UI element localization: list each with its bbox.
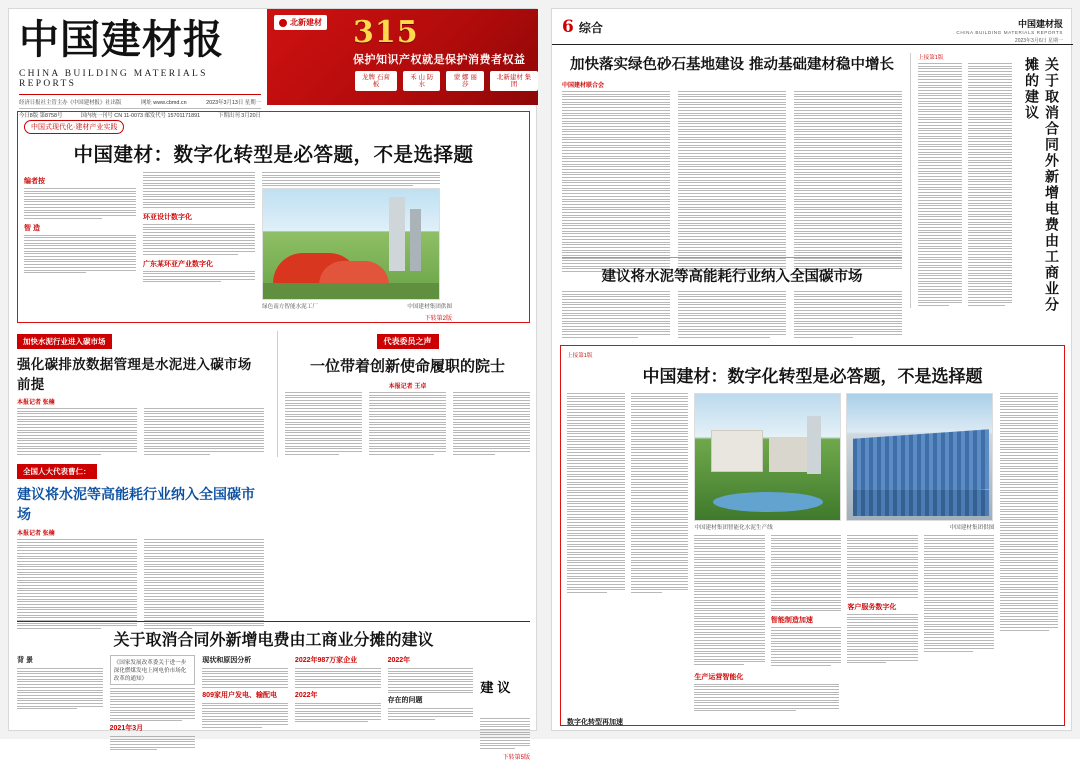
feature-photo-caption — [694, 523, 994, 531]
mid-left-story — [17, 331, 265, 631]
lead-column-3 — [262, 172, 452, 322]
feature-photo-left — [694, 393, 841, 521]
bottom-columns — [17, 655, 530, 761]
lead-subheading-2: 环亚设计数字化 — [143, 213, 192, 221]
caption-credit: 中国建材集团供图 — [407, 304, 452, 311]
right-side-story — [910, 53, 1063, 313]
lead-column-2 — [143, 172, 255, 322]
registration-number: 国内统一刊号 CN 11-0073 邮发代号 15701171891 — [80, 113, 201, 119]
body-text — [202, 703, 288, 728]
body-text — [143, 271, 255, 283]
right-feature-column — [1000, 393, 1058, 713]
body-text — [694, 535, 765, 665]
bottom-column — [295, 655, 381, 761]
photo-element — [319, 261, 389, 285]
bottom-column — [388, 655, 474, 761]
photo-element — [853, 490, 989, 516]
body-text — [144, 408, 264, 456]
body-text — [262, 172, 440, 186]
bottom-col-figure: 2022年 — [387, 657, 411, 664]
body-text — [388, 708, 474, 720]
body-text — [847, 614, 918, 663]
masthead-rule — [19, 94, 261, 95]
right-story1-body — [562, 77, 902, 274]
right-story2-body — [562, 291, 902, 339]
advertiser-name: 北新建材 — [290, 18, 322, 27]
newspaper-inside-page — [551, 8, 1072, 731]
logo-dot-icon — [279, 19, 287, 27]
section-name: 综合 — [578, 21, 603, 35]
photo-element — [853, 429, 989, 499]
right-feature-column — [567, 393, 625, 713]
right-story1-headline: 加快落实绿色砂石基地建设 推动基础建材稳中增长 — [569, 56, 895, 73]
lead-photo-caption — [262, 302, 452, 310]
bottom-col-figure: 2022年 — [294, 691, 318, 699]
issue-number: 今日8版 第8758号 — [19, 113, 63, 119]
banner-slogan: 保护知识产权就是保护消费者权益 — [353, 54, 526, 66]
lead-intro-label: 编者按 — [24, 178, 45, 185]
right-feature-column — [771, 535, 842, 668]
body-text — [1000, 393, 1058, 631]
newspaper-title: 中国建材报 — [19, 16, 224, 63]
masthead-title-area — [9, 9, 267, 119]
body-text — [295, 668, 381, 688]
body-text — [17, 539, 137, 630]
body-text — [794, 91, 902, 274]
body-text — [924, 535, 995, 652]
body-text — [202, 668, 288, 688]
lead-subheading-3: 广东某环亚产业数字化 — [143, 260, 213, 268]
section-tag-2: 全国人大代表曹仁： — [17, 464, 97, 479]
banner-product-tabs — [355, 71, 538, 91]
photo-element — [711, 430, 763, 472]
photo-element — [389, 197, 405, 271]
bottom-column — [110, 655, 196, 761]
banner-tab: 龙牌 石膏板 — [355, 71, 397, 91]
section-tag: 加快水泥行业进入碳市场 — [17, 334, 112, 349]
bottom-column — [17, 655, 103, 761]
body-text — [24, 235, 136, 274]
body-text — [110, 736, 196, 750]
issue-date: 2023年3月13日 星期一 — [206, 100, 261, 106]
body-text — [678, 91, 786, 274]
page-header — [552, 9, 1073, 45]
right-story2-headline: 建议将水泥等高能耗行业纳入全国碳市场 — [562, 257, 902, 286]
body-text — [771, 627, 842, 666]
body-text — [567, 393, 625, 593]
lead-story-block — [17, 111, 530, 323]
column-label: 代表委员之声 — [377, 334, 439, 349]
body-text — [678, 291, 786, 339]
lead-jump-line: 下转第2版 — [424, 316, 452, 323]
body-text — [144, 539, 264, 630]
right-feature-headline: 中国建材：数字化转型是必答题，不是选择题 — [642, 367, 983, 387]
body-text — [110, 688, 196, 721]
right-side-jump-note: 上接第1版 — [918, 55, 944, 61]
page-date: 2023年3月6日 星期一 — [1014, 38, 1063, 44]
bottom-column — [202, 655, 288, 761]
right-side-vertical-headline: 关于取消合同外新增电费由工商业分摊的建议 — [1023, 57, 1059, 313]
lead-photo — [262, 188, 440, 300]
photo-element — [807, 416, 821, 474]
page-logo — [956, 17, 1063, 44]
next-issue: 下期出刊 3月20日 — [218, 113, 261, 119]
bottom-col-figure: 2021年3月 — [109, 724, 144, 732]
right-feature-column — [631, 393, 689, 713]
photo-element — [263, 283, 439, 299]
right-feature-subheading: 智能制造加速 — [770, 617, 813, 625]
logo-title-en: CHINA BUILDING MATERIALS REPORTS — [956, 30, 1063, 35]
body-text — [562, 91, 670, 274]
body-text — [771, 535, 842, 611]
bottom-feature-story — [17, 621, 530, 761]
right-feature-subheading: 客户服务数字化 — [847, 603, 897, 611]
bottom-col-title: 现状和原因分析 — [202, 657, 252, 664]
banner-tab: 蒙 娜 丽莎 — [446, 71, 484, 91]
bottom-col-title: 存在的问题 — [387, 696, 423, 704]
body-text — [17, 408, 137, 456]
body-text — [295, 703, 381, 723]
banner-big-number: 315 — [353, 15, 419, 50]
bottom-col-title: 建 议 — [480, 680, 511, 696]
photo-row — [694, 393, 994, 521]
caption-text: 中国建材集团智能化水泥生产线 — [694, 525, 773, 531]
body-text — [388, 668, 474, 693]
lead-body — [24, 172, 523, 322]
right-feature-column — [924, 535, 995, 668]
body-text — [453, 392, 530, 457]
advertisement-banner — [267, 9, 538, 105]
bottom-col-quote: 《国家发展改革委关于进一步深化燃煤发电上网电价市场化改革的通知》 — [110, 655, 196, 685]
feature-photo-right — [846, 393, 993, 521]
bottom-col-title: 背 景 — [17, 657, 33, 664]
body-text — [17, 668, 103, 709]
lead-subheading-1: 智 造 — [24, 224, 40, 232]
right-feature-column — [694, 535, 765, 668]
right-story1-byline: 中国建材联合会 — [562, 83, 605, 89]
body-text — [24, 188, 136, 219]
bottom-column — [480, 655, 530, 761]
mid-left-headline: 强化碳排放数据管理是水泥进入碳市场前提 — [17, 357, 252, 393]
body-text — [143, 172, 255, 208]
newspaper-front-page — [8, 8, 537, 761]
masthead-meta-row1 — [19, 98, 261, 106]
lead-headline: 中国建材：数字化转型是必答题，不是选择题 — [73, 143, 474, 166]
body-text — [918, 63, 962, 308]
caption-credit: 中国建材集团供图 — [949, 525, 995, 531]
website-info: 网址 www.cbmd.cn — [141, 100, 187, 106]
body-text — [285, 392, 362, 457]
masthead — [9, 9, 538, 119]
bottom-jump-line: 下转第5版 — [502, 754, 531, 761]
right-feature-photo-area — [694, 393, 994, 713]
banner-tab: 禾 山 防水 — [403, 71, 441, 91]
body-text — [562, 291, 670, 339]
right-feature-jump-note: 上接第1版 — [567, 353, 593, 359]
right-feature-block — [560, 345, 1065, 726]
banner-tab: 北新建材 集团 — [490, 71, 538, 91]
mid-left-headline-2: 建议将水泥等高能耗行业纳入全国碳市场 — [17, 487, 255, 524]
lead-column-1 — [24, 172, 136, 322]
newspaper-title-en: CHINA BUILDING MATERIALS REPORTS — [19, 69, 208, 89]
page-number: 6 — [562, 17, 574, 37]
body-text — [694, 684, 839, 712]
right-feature-column — [847, 535, 918, 668]
bottom-headline: 关于取消合同外新增电费由工商业分摊的建议 — [113, 630, 434, 649]
folio — [562, 17, 603, 37]
mid-left-byline: 本报记者 张楠 — [17, 400, 55, 406]
right-feature-subheading: 数字化转型再加速 — [567, 719, 623, 727]
bottom-col-figure: 809家用户发电、输配电 — [202, 691, 277, 699]
publisher-info: 经济日报社主管主办《中国建材报》社出版 — [19, 100, 122, 106]
photo-element — [410, 209, 421, 271]
lead-kicker: 中国式现代化·建材产业实践 — [24, 120, 124, 134]
right-feature-body — [567, 393, 1058, 713]
body-text — [369, 392, 446, 457]
logo-title-cn: 中国建材报 — [1017, 20, 1063, 30]
bottom-col-figure: 2022年987万家企业 — [294, 657, 358, 664]
advertiser-logo — [274, 15, 327, 30]
body-text — [968, 63, 1012, 308]
body-text — [143, 224, 255, 255]
right-feature-subheading: 生产运营智能化 — [694, 673, 744, 681]
body-text — [794, 291, 902, 339]
mid-right-headline: 一位带着创新使命履职的院士 — [309, 357, 505, 375]
caption-text: 绿色南方智能水泥工厂 — [262, 304, 318, 311]
body-text — [631, 393, 689, 593]
photo-element — [713, 492, 823, 512]
mid-right-byline: 本报记者 王卓 — [388, 384, 427, 390]
mid-right-story — [277, 331, 530, 457]
body-text — [480, 718, 530, 749]
mid-left-byline-2: 本报记者 张楠 — [17, 531, 55, 538]
body-text — [847, 535, 918, 598]
